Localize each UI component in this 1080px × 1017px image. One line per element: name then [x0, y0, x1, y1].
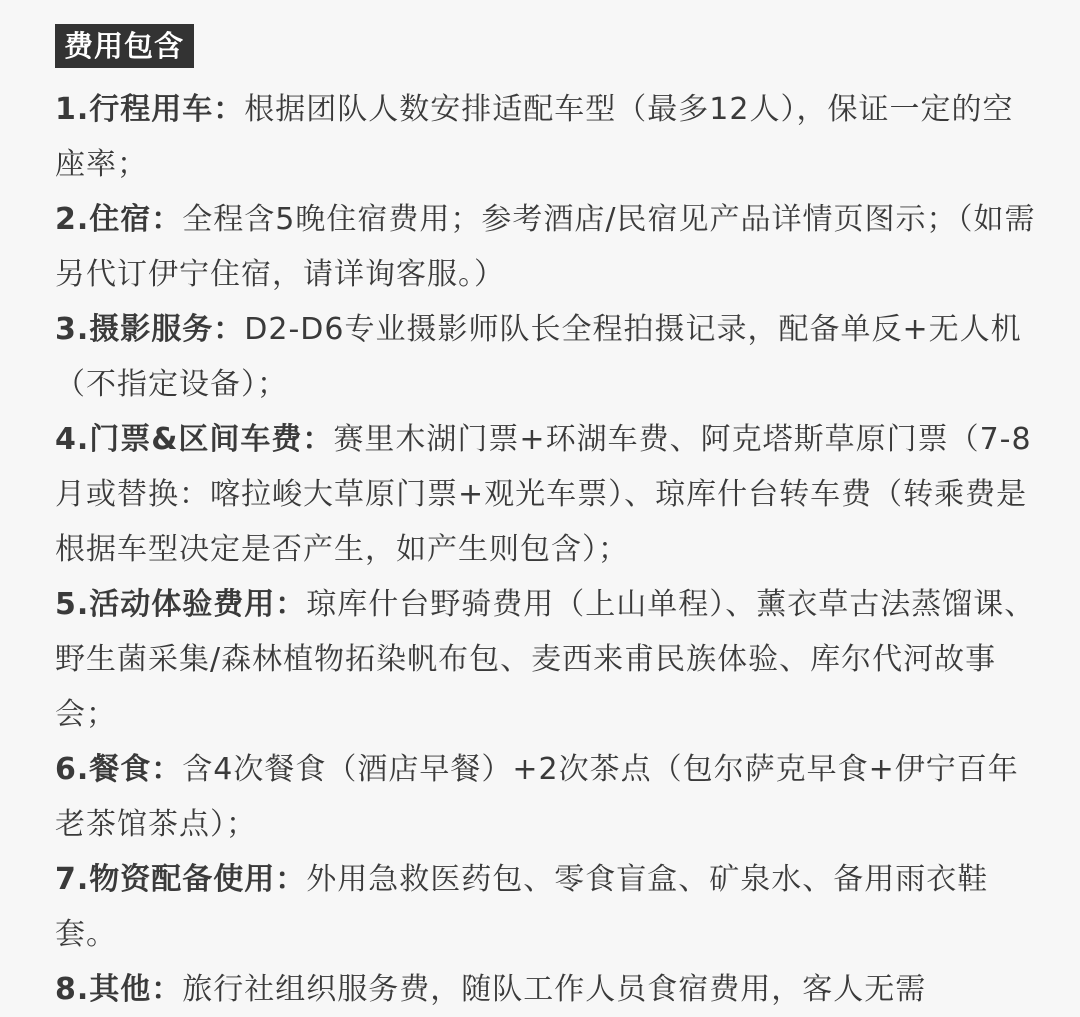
- fee-item-supplies: [55, 852, 1040, 962]
- fee-item-label: 6.餐食：: [55, 752, 183, 787]
- fee-item-label: 3.摄影服务：: [55, 312, 245, 347]
- fee-item-meals: [55, 742, 1040, 852]
- fee-item-text: 旅行社组织服务费，随队工作人员食宿费用，客人无需: [182, 972, 927, 1007]
- fee-item-label: 2.住宿：: [55, 202, 183, 237]
- fee-item-vehicle: [55, 82, 1040, 192]
- fee-item-text: 赛里木湖门票+环湖车费、阿克塔斯草原门票（7-8月或替换：喀拉峻大草原门票+观光车票）、琼库什台转车费（转乘费是根据车型决定是否产生，如产生则包含）；: [55, 422, 1032, 567]
- fee-item-activities: [55, 577, 1040, 742]
- fee-item-label: 4.门票&区间车费：: [55, 422, 334, 457]
- fee-item-text: 外用急救医药包、零食盲盒、矿泉水、备用雨衣鞋套。: [55, 862, 989, 952]
- fee-items-list: [55, 82, 1040, 1017]
- fee-item-text: 全程含5晚住宿费用；参考酒店/民宿见产品详情页图示；（如需另代订伊宁住宿，请详询客服。）: [55, 202, 1036, 292]
- fee-item-text: 琼库什台野骑费用（上山单程）、薰衣草古法蒸馏课、野生菌采集/森林植物拓染帆布包、麦西来甫民族体验、库尔代河故事会；: [55, 587, 1036, 732]
- fee-item-label: 8.其他：: [55, 972, 183, 1007]
- fee-item-text: D2-D6专业摄影师队长全程拍摄记录，配备单反+无人机（不指定设备）；: [55, 312, 1022, 402]
- fee-item-photography: [55, 302, 1040, 412]
- fee-item-label: 5.活动体验费用：: [55, 587, 307, 622]
- fee-item-text: 根据团队人数安排适配车型（最多12人），保证一定的空座率；: [55, 92, 1014, 182]
- fee-item-text: 含4次餐食（酒店早餐）+2次茶点（包尔萨克早食+伊宁百年老茶馆茶点）；: [55, 752, 1019, 842]
- fee-item-accommodation: [55, 192, 1040, 302]
- fee-item-label: 7.物资配备使用：: [55, 862, 307, 897]
- section-title-badge: 费用包含: [55, 24, 194, 68]
- fee-item-tickets: [55, 412, 1040, 577]
- fee-item-label: 1.行程用车：: [55, 92, 245, 127]
- fee-item-other: [55, 962, 1040, 1017]
